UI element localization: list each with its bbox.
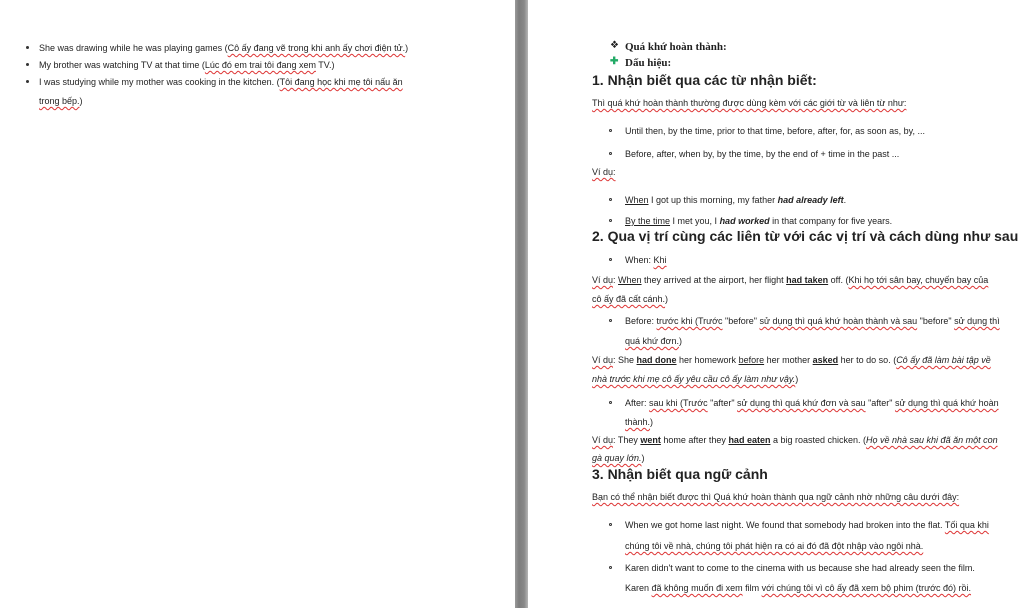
section-3-intro: Bạn có thể nhận biết được thì Quá khứ hoàn thành qua ngữ cảnh nhờ những câu dưới đây: [592,492,960,502]
example-text: they arrived at the airport, her flight [641,275,787,285]
bullet-dot [26,80,29,83]
item-label: When: [625,255,654,265]
list-item-continuation [39,95,83,107]
item-text: film [742,583,762,593]
list-item-continuation: chúng tôi về nhà, chúng tôi phát hiện ra có ai đó đã đột nhập vào ngôi nhà. [625,541,924,551]
circle-bullet [609,401,612,404]
example-translation: Cô ấy đã làm bài tập về [896,355,991,365]
circle-bullet [609,319,612,322]
item-keyword: "before" [917,316,955,326]
example-translation: Khi họ tới sân bay, chuyến bay của [848,275,989,285]
heading-past-perfect: Quá khứ hoàn thành: [625,41,727,53]
conjunction: By the time [625,216,671,226]
example-line [592,354,991,366]
item-translation: quá khứ đơn. [625,336,679,346]
item-text: When we got home last night. We found that somebody had broken into the flat. [625,520,945,530]
example-translation: Họ về nhà sau khi đã ăn một con [866,435,998,445]
heading-signs: Dấu hiệu: [625,57,672,69]
example-text: : They [613,435,641,445]
arrow-bullet-icon: ✚ [610,56,619,67]
list-item [625,519,989,531]
circle-bullet [609,523,612,526]
diamond-bullet-icon: ❖ [610,40,619,51]
example-label: Ví dụ [592,355,614,365]
item-keyword: "after" [707,398,738,408]
section-2-title: 2. Qua vị trí cùng các liên từ với các vị trí và cách dùng như sau [592,228,1019,244]
conjunction: When [625,195,649,205]
example-text: her homework [676,355,739,365]
item-keyword: "before" [722,316,760,326]
example-translation: nhà trước khi mẹ cô ấy yêu cầu cô ấy làm như vậy. [592,374,796,384]
example-label: Ví dụ [592,435,614,445]
example-text-end: ) [665,294,669,304]
example-text-end: ) [795,374,799,384]
item-translation: sử dụng thì quá khứ đơn và sau [737,398,866,408]
item-text-end: ) [678,336,682,346]
item-translation: sử dụng thì quá khứ hoàn [894,398,999,408]
section-1-title: 1. Nhận biết qua các từ nhận biết: [592,72,817,88]
item-label: Before: [625,316,657,326]
example-line [592,274,988,286]
example-line-continuation [592,373,798,385]
example-item [625,215,892,227]
item-translation: sau khi (Trước [649,398,708,408]
example-text: her to do so. ( [838,355,897,365]
verb-phrase: asked [812,355,839,365]
item-translation: với chúng tôi vì cô ấy đã xem bộ phim (trước đó) rồi. [761,583,972,593]
item-translation: trong bếp. [39,96,80,106]
example-text-end: . [843,195,847,205]
example-item [625,194,846,206]
item-text: I was studying while my mother was cooking in the kitchen. ( [39,77,280,87]
item-translation: Tối qua khi [944,520,989,530]
item-text: She was drawing while he was playing games ( [39,43,228,53]
list-item: Before, after, when by, by the time, by the end of + time in the past ... [625,149,900,159]
item-text-end: ) [79,96,83,106]
list-item-continuation [625,582,971,594]
example-label: Ví dụ [592,275,614,285]
section-1-intro: Thì quá khứ hoàn thành thường được dùng kèm với các giới từ và liên từ như: [592,98,907,108]
example-label: Ví dụ: [592,167,616,177]
example-text-end: in that company for five years. [769,216,893,226]
conjunction: before [738,355,765,365]
item-text: Karen [625,583,652,593]
list-item: Until then, by the time, prior to that time, before, after, for, as soon as, by, ... [625,126,925,136]
example-colon: : [613,275,619,285]
verb-phrase: had done [636,355,677,365]
item-translation: sử dụng thì [954,316,1000,326]
example-text: home after they [660,435,729,445]
list-item [39,59,334,71]
list-item: Karen didn't want to come to the cinema with us because she had already seen the film. [625,563,975,573]
example-text: her mother [764,355,813,365]
circle-bullet [609,219,612,222]
example-text: a big roasted chicken. ( [770,435,867,445]
list-item-continuation [625,416,653,428]
verb-phrase: had taken [786,275,829,285]
list-item [39,42,408,54]
list-item [625,315,1000,327]
item-translation: Khi [653,255,667,265]
example-text: off. ( [828,275,849,285]
circle-bullet [609,198,612,201]
bullet-dot [26,63,29,66]
item-translation: sử dụng thì quá khứ hoàn thành và sau [759,316,918,326]
example-line-continuation [592,452,644,464]
list-item [39,76,403,88]
example-text: : She [613,355,637,365]
verb-phrase: had eaten [728,435,771,445]
example-line-continuation [592,293,668,305]
example-text: I got up this morning, my father [648,195,778,205]
item-label: After: [625,398,650,408]
item-keyword: "after" [865,398,895,408]
list-item [625,254,667,266]
verb-phrase: had already left [777,195,844,205]
item-text-end: TV.) [315,60,335,70]
example-text-end: ) [641,453,645,463]
item-translation: thành. [625,417,651,427]
circle-bullet [609,258,612,261]
right-page [528,0,1024,608]
conjunction: When [618,275,642,285]
bullet-dot [26,46,29,49]
list-item [625,397,999,409]
list-item-continuation [625,335,682,347]
example-line [592,434,998,446]
verb-phrase: had worked [719,216,770,226]
item-text: My brother was watching TV at that time ( [39,60,205,70]
item-translation: Lúc đó em trai tôi đang xem [204,60,316,70]
circle-bullet [609,152,612,155]
example-text: I met you, I [670,216,720,226]
item-translation: đã không muốn đi xem [651,583,743,593]
verb-phrase: went [640,435,661,445]
item-text-end: ) [650,417,654,427]
item-translation: Tôi đang học khi mẹ tôi nấu ăn [279,77,403,87]
page-gutter [515,0,528,608]
example-translation: cô ấy đã cất cánh. [592,294,666,304]
circle-bullet [609,129,612,132]
example-translation: gà quay lớn. [592,453,642,463]
item-text-end: ) [405,43,409,53]
item-translation: Cô ấy đang vẽ trong khi anh ấy chơi điện tử. [227,43,406,53]
section-3-title: 3. Nhận biết qua ngữ cảnh [592,466,768,482]
circle-bullet [609,566,612,569]
item-translation: trước khi (Trước [656,316,723,326]
